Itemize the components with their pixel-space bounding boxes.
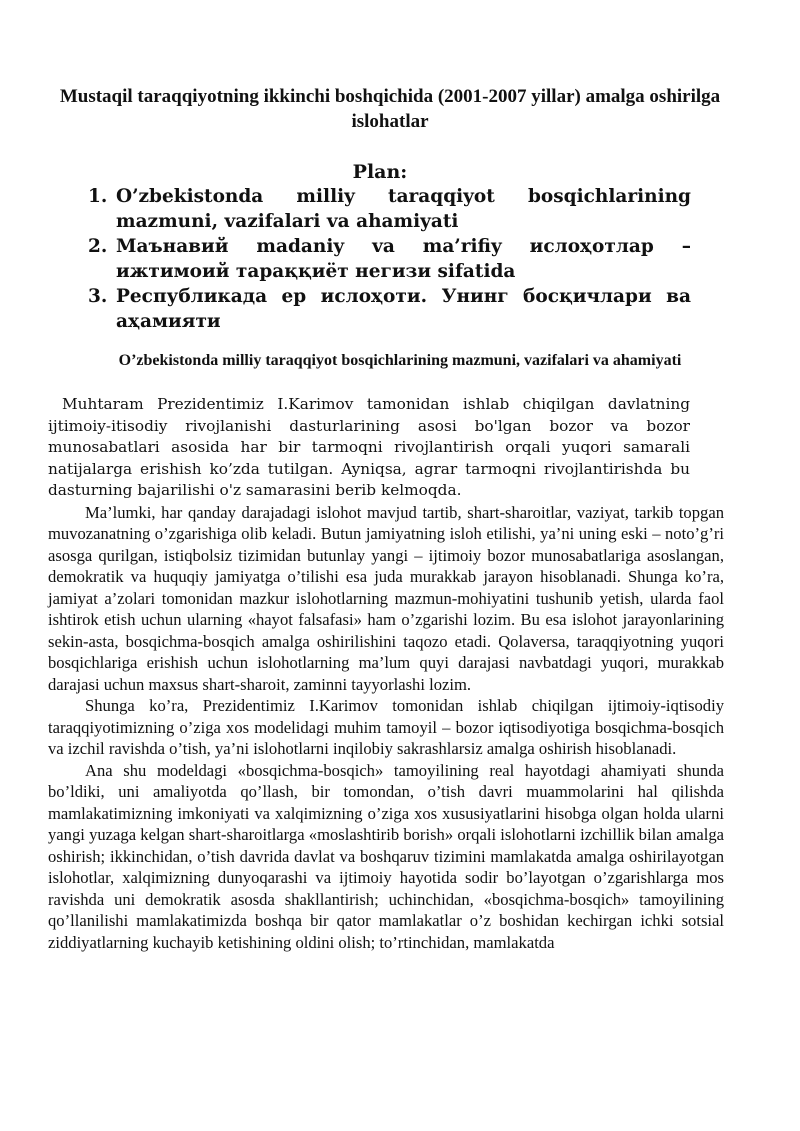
paragraph: Muhtaram Prezidentimiz I.Karimov tamonidan ishlab chiqilgan davlatning ijtimoiy-itisodiy rivojlanishi dasturlarining asosi bo'lgan bozor va bozor munosabatlari asosida har bir tarmoqni rivojlantirish orqali yuqori samarali natijalarga erishish ko’zda tutilgan. Ayniqsa, agrar tarmoqni rivojlantirishda bu dasturning bajarilishi o'z samarasini berib kelmoqda. [48, 395, 690, 500]
plan-item-number: 1. [88, 186, 108, 207]
plan-item-text: O’zbekistonda milliy taraqqiyot bosqichlarining mazmuni, vazifalari va ahamiyati [116, 186, 691, 232]
plan-item [88, 234, 691, 284]
paragraph: Ana shu modeldagi «bosqichma-bosqich» tamoyilining real hayotdagi ahamiyati shunda bo’ldiki, uni amaliyotda qo’llash, bir tomondan, o’tish davri muammolarini hal qilishda mamlakatimizning imkoniyati va xalqimizning o’ziga xos xususiyatlarini hisobga olgan holda ularni yangi yuzaga kelgan shart-sharoitlarga «moslashtirib borish» orqali islohotlarni izchillik bilan amalga oshirish; ikkinchidan, o’tish davrida davlat va boshqaruv tizimini mamlakatda amalga oshirilayotgan islohotlar, xalqimizning dunyoqarashi va ijtimoiy hayotida sodir bo’layotgan o’zgarishlarga mos ravishda uni demokratik asosda shakllantirish; uchinchidan, «bosqichma-bosqich» tamoyilining qo’llanilishi mamlakatimizda boshqa bir qator mamlakatlar o’z boshidan kechirgan ichki sotsial ziddiyatlarning kuchayib ketishining oldini olish; to’rtinchidan, mamlakatda [48, 760, 724, 952]
plan-item-text: Республикада ер ислоҳоти. Унинг босқичлари ва аҳамияти [116, 286, 691, 332]
body-text [48, 394, 724, 953]
plan-item [88, 184, 691, 234]
plan-item-number: 3. [88, 286, 108, 307]
plan-item-text: Маънавий madaniy va ma’rifiy ислоҳотлар – ижтимоий тараққиёт негизи sifatida [116, 236, 691, 282]
plan-list [88, 184, 691, 334]
plan-item [88, 284, 691, 334]
document-title: Mustaqil taraqqiyotning ikkinchi boshqichida (2001-2007 yillar) amalga oshirilga islohatlar [59, 86, 721, 132]
paragraph: Shunga ko’ra, Prezidentimiz I.Karimov tomonidan ishlab chiqilgan ijtimoiy-iqtisodiy taraqqiyotimizning o’ziga xos modelidagi muhim tamoyil – bozor iqtisodiyotiga bosqichma-bosqich va izchil ravishda o’tish, ya’ni islohotlarni inqilobiy sakrashlarsiz amalga oshirish hisoblanadi. [48, 696, 724, 759]
section-heading: O’zbekistonda milliy taraqqiyot bosqichlarining mazmuni, vazifalari va ahamiyati [118, 352, 682, 369]
plan-heading: Plan: [352, 161, 408, 183]
paragraph: Ma’lumki, har qanday darajadagi islohot mavjud tartib, shart-sharoitlar, vaziyat, tarkib topgan muvozanatning o’zgarishiga olib keladi. Butun jamiyatning isloh etilishi, ya’ni uning eski – noto’g’ri asosga qurilgan, istiqbolsiz tizimidan butunlay yangi – ijtimoiy bozor munosabatlariga asoslangan, demokratik va huquqiy jamiyatga o’tilishi esa juda murakkab jarayon hisoblanadi. Shunga ko’ra, jamiyat a’zolari tomonidan mazkur islohotlarning mazmun-mohiyatini tushunib yetish, ularda faol ishtirok etish uchun ularning «hayot falsafasi» ham o’zgarishi lozim. Bu esa islohot jarayonlarining sekin-asta, bosqichma-bosqich amalga oshirilishini taqozo etadi. Qolaversa, taraqqiyotning yuqori bosqichlariga erishish uchun islohotlarning ma’lum quyi darajasi navbatdagi yuqori, murakkab darajasi uchun maxsus shart-sharoit, zaminni tayyorlashi lozim. [48, 502, 724, 694]
plan-item-number: 2. [88, 236, 108, 257]
